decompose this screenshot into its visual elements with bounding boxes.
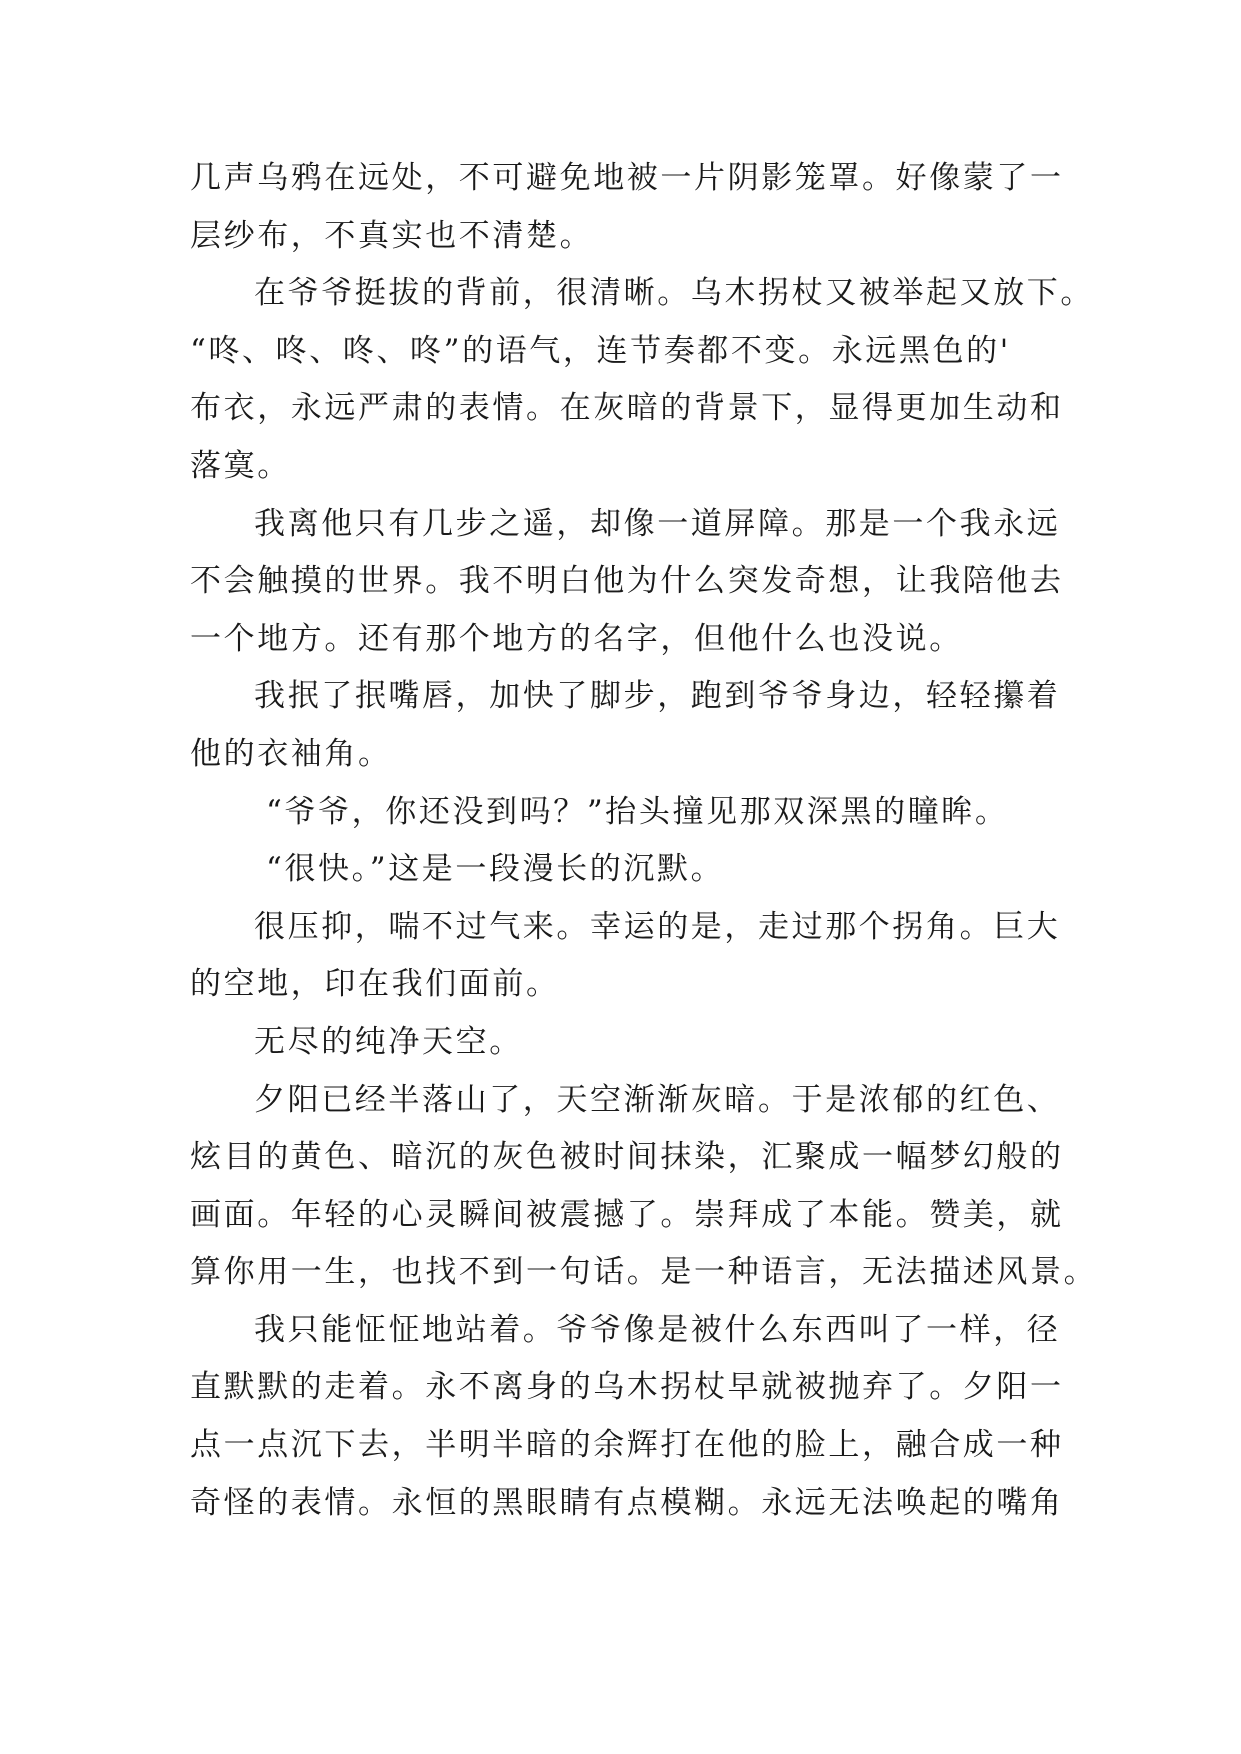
text-line: “爷爷，你还没到吗？”抬头撞见那双深黑的瞳眸。 bbox=[266, 793, 1009, 830]
text-line: 我抿了抿嘴唇，加快了脚步，跑到爷爷身边，轻轻攥着 bbox=[254, 678, 1061, 715]
text-line: 夕阳已经半落山了，天空渐渐灰暗。于是浓郁的红色、 bbox=[254, 1081, 1061, 1118]
text-line: 在爷爷挺拔的背前，很清晰。乌木拐杖又被举起又放下。 bbox=[254, 275, 1094, 312]
text-line: 炫目的黄色、暗沉的灰色被时间抹染，汇聚成一幅梦幻般的 bbox=[190, 1139, 1064, 1176]
text-line: 层纱布，不真实也不清楚。 bbox=[190, 217, 594, 254]
text-line: “咚、咚、咚、咚”的语气，连节奏都不变。永远黑色的' bbox=[190, 332, 1011, 369]
text-line: 一个地方。还有那个地方的名字，但他什么也没说。 bbox=[190, 620, 963, 657]
text-line: 点一点沉下去，半明半暗的余辉打在他的脸上，融合成一种 bbox=[190, 1427, 1064, 1464]
text-line: 直默默的走着。永不离身的乌木拐杖早就被抛弃了。夕阳一 bbox=[190, 1369, 1064, 1406]
text-line: 他的衣袖角。 bbox=[190, 735, 392, 772]
text-line: 落寞。 bbox=[190, 447, 291, 484]
document-body bbox=[190, 150, 1098, 1532]
text-line: 布衣，永远严肃的表情。在灰暗的背景下，显得更加生动和 bbox=[190, 390, 1064, 427]
text-line: 我只能怔怔地站着。爷爷像是被什么东西叫了一样，径 bbox=[254, 1311, 1061, 1348]
text-line: 无尽的纯净天空。 bbox=[254, 1023, 523, 1060]
text-line: 不会触摸的世界。我不明白他为什么突发奇想，让我陪他去 bbox=[190, 563, 1064, 600]
text-line: 算你用一生，也找不到一句话。是一种语言，无法描述风景。 bbox=[190, 1254, 1098, 1291]
text-line: 我离他只有几步之遥，却像一道屏障。那是一个我永远 bbox=[254, 505, 1061, 542]
text-line: 几声乌鸦在远处，不可避免地被一片阴影笼罩。好像蒙了一 bbox=[190, 160, 1064, 196]
text-line: 的空地，印在我们面前。 bbox=[190, 966, 560, 1003]
text-line: “很快。”这是一段漫长的沉默。 bbox=[266, 851, 725, 888]
text-line: 奇怪的表情。永恒的黑眼睛有点模糊。永远无法唤起的嘴角 bbox=[190, 1484, 1064, 1521]
text-line: 很压抑，喘不过气来。幸运的是，走过那个拐角。巨大 bbox=[254, 908, 1061, 945]
text-line: 画面。年轻的心灵瞬间被震撼了。崇拜成了本能。赞美，就 bbox=[190, 1196, 1064, 1233]
